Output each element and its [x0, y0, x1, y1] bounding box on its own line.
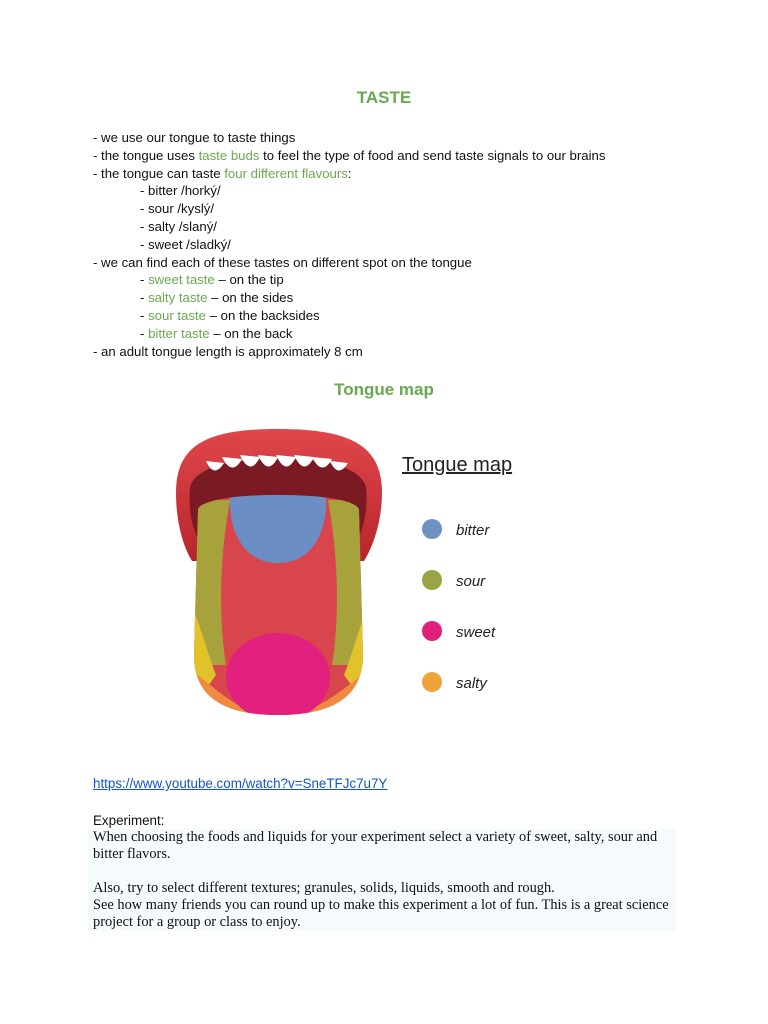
- bullet-dash: -: [140, 307, 149, 323]
- flavour-item: - salty /slaný/: [140, 218, 217, 234]
- spot-location: – on the back: [209, 325, 293, 341]
- bullet-dash: -: [140, 290, 149, 306]
- sweet-zone: [226, 633, 330, 721]
- spot-location: – on the backsides: [205, 307, 320, 323]
- spot-taste: salty taste: [148, 290, 208, 306]
- spot-location: – on the tip: [214, 272, 284, 288]
- note-line: - we can find each of these tastes on different spot on the tongue: [93, 254, 472, 270]
- note-text: :: [347, 165, 352, 181]
- note-text: - the tongue uses: [93, 147, 199, 163]
- experiment-paragraph: See how many friends you can round up to make this experiment a lot of fun. This is a great science project for a group or class to enjoy.: [93, 896, 669, 930]
- note-line: - an adult tongue length is approximately 8 cm: [93, 343, 363, 359]
- legend: [422, 519, 496, 692]
- flavour-item: - sweet /sladký/: [140, 236, 231, 252]
- spot-taste: bitter taste: [148, 325, 210, 341]
- experiment-label: Experiment:: [93, 813, 165, 828]
- legend-label-bitter: bitter: [456, 522, 490, 539]
- legend-swatch-sweet: [422, 621, 442, 641]
- legend-label-salty: salty: [456, 675, 487, 692]
- paragraph-gap: [93, 863, 683, 880]
- experiment-text: [93, 829, 683, 931]
- legend-swatch-sour: [422, 570, 442, 590]
- note-text: - the tongue can taste: [93, 165, 225, 181]
- spot-item: [93, 271, 733, 289]
- spot-item: [93, 289, 733, 307]
- legend-label-sweet: sweet: [456, 624, 496, 641]
- youtube-link[interactable]: https://www.youtube.com/watch?v=SneTFJc7u7Y: [93, 776, 388, 791]
- experiment-paragraph: Also, try to select different textures; granules, solids, liquids, smooth and rough.: [93, 879, 555, 896]
- legend-swatch-salty: [422, 672, 442, 692]
- section-subtitle: Tongue map: [334, 380, 434, 399]
- spot-taste: sour taste: [148, 307, 206, 323]
- bullet-dash: -: [140, 325, 149, 341]
- spot-item: [93, 325, 733, 343]
- taste-notes: [93, 129, 733, 360]
- experiment-paragraph: When choosing the foods and liquids for your experiment select a variety of sweet, salty, sour and bitter flavors.: [93, 829, 658, 862]
- tongue-map-figure: [160, 415, 560, 735]
- note-line: [93, 147, 733, 165]
- note-text: to feel the type of food and send taste signals to our brains: [259, 147, 606, 163]
- spot-taste: sweet taste: [148, 272, 215, 288]
- flavour-item: - sour /kyslý/: [140, 201, 215, 217]
- legend-swatch-bitter: [422, 519, 442, 539]
- page-title: TASTE: [356, 88, 412, 107]
- legend-label-sour: sour: [456, 573, 486, 590]
- legend-title: Tongue map: [402, 454, 513, 476]
- spot-location: – on the sides: [207, 290, 294, 306]
- highlight-four-flavours: four different flavours: [224, 165, 348, 181]
- tongue-map-illustration: [160, 415, 560, 735]
- bullet-dash: -: [140, 272, 149, 288]
- spot-item: [93, 307, 733, 325]
- highlight-taste-buds: taste buds: [198, 147, 260, 163]
- flavour-item: - bitter /horký/: [140, 183, 221, 199]
- note-line: [93, 165, 733, 183]
- note-line: - we use our tongue to taste things: [93, 130, 296, 145]
- tongue: [180, 485, 380, 735]
